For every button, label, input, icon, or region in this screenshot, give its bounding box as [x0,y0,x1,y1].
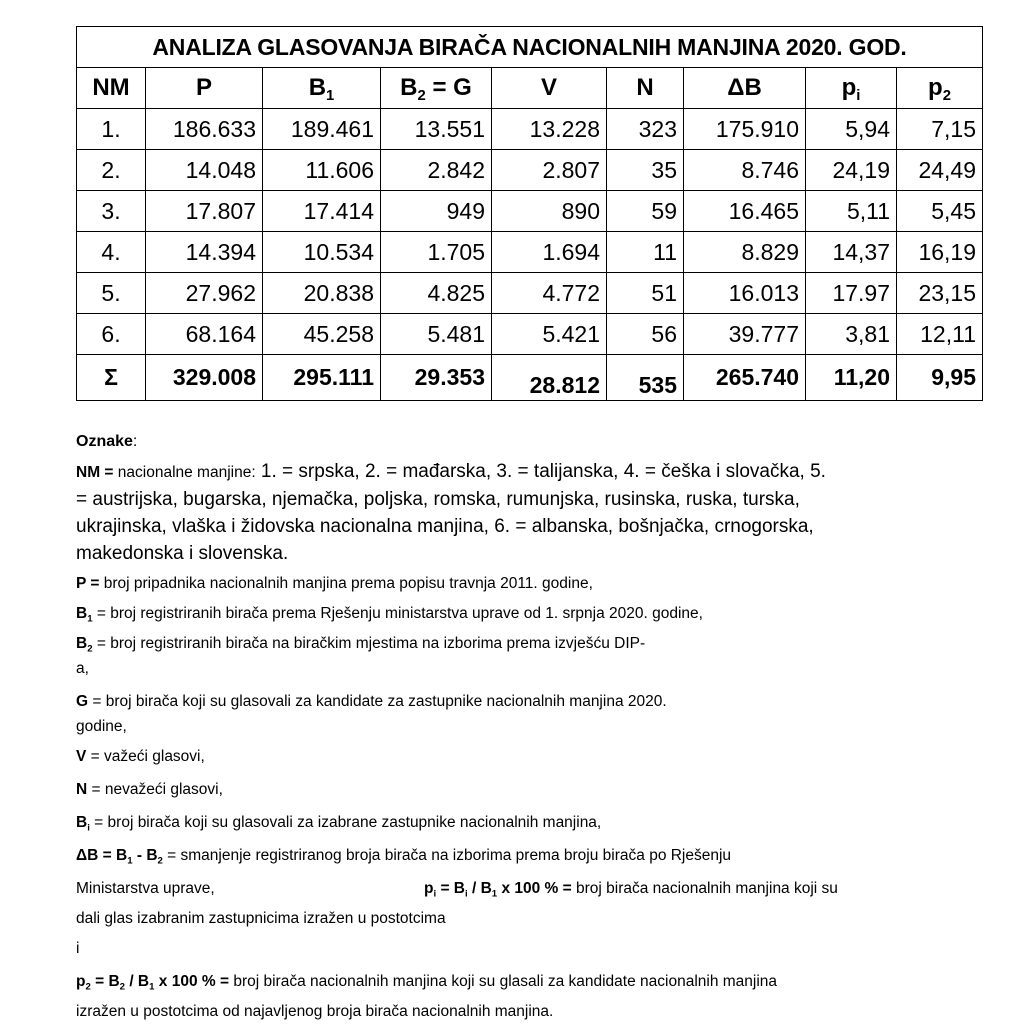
note-p2-cont: izražen u postotcima od najavljenog broja birača nacionalnih manjina. [76,1003,554,1020]
table-cell: 5,11 [806,191,897,232]
table-cell: 13.228 [492,109,607,150]
row-label: 5. [77,273,146,314]
row-label: 1. [77,109,146,150]
note-bi: $B_i$ = broj birača koji su glasovali za izabrane zastupnike nacionalnih manjina, [76,814,602,834]
table-cell: 39.777 [684,314,806,355]
table-cell: 16.013 [684,273,806,314]
table-cell: 17.97 [806,273,897,314]
table-cell: 186.633 [146,109,263,150]
table-cell: 8.746 [684,150,806,191]
table-cell: 11.606 [263,150,381,191]
table-cell: 4.772 [492,273,607,314]
table-cell: 45.258 [263,314,381,355]
row-label: 4. [77,232,146,273]
column-header: V [492,68,607,109]
table-cell: 17.414 [263,191,381,232]
table-cell: 14,37 [806,232,897,273]
column-header: $B_1$ [263,68,381,109]
table-cell: 35 [607,150,684,191]
table-cell: 890 [492,191,607,232]
table-cell: 329.008 [146,355,263,401]
table-cell: 5.421 [492,314,607,355]
note-b2: $B_2$ = broj registriranih birača na biračkim mjestima na izborima prema izvješću DIP- [76,635,646,655]
note-pi-cont: dali glas izabranim zastupnicima izražen u postotcima [76,910,446,927]
table-cell: 265.740 [684,355,806,401]
table-cell: 12,11 [897,314,983,355]
table-cell: 56 [607,314,684,355]
note-delta-b: $\Delta B = B_1 - B_2$ = smanjenje registriranog broja birača na izborima prema broju birača po Rješenju [76,847,732,867]
table-cell: 11 [607,232,684,273]
table-cell: 13.551 [381,109,492,150]
table-cell: 14.394 [146,232,263,273]
table-cell: 535 [607,355,684,401]
table-cell: 2.842 [381,150,492,191]
table-cell: 295.111 [263,355,381,401]
column-header: $p_2$ [897,68,983,109]
table-cell: 2.807 [492,150,607,191]
column-header: NM [77,68,146,109]
table-cell: 16.465 [684,191,806,232]
notes-heading: Oznake: [76,433,138,450]
note-b2-cont: a, [76,660,89,677]
table-title: ANALIZA GLASOVANJA BIRAČA NACIONALNIH MANJINA 2020. GOD. [77,27,983,68]
table-row [77,191,983,232]
note-pi: Ministarstva uprave, $p_i = B_i / B_1$ x 100 % = broj birača nacionalnih manjina koji su [76,880,838,900]
table-cell: 5,94 [806,109,897,150]
table-cell: 11,20 [806,355,897,401]
header-row [77,68,983,109]
table-cell: 24,19 [806,150,897,191]
table-cell: 5.481 [381,314,492,355]
row-label: 2. [77,150,146,191]
table-cell: 175.910 [684,109,806,150]
column-header: ΔB [684,68,806,109]
table-cell: 949 [381,191,492,232]
note-and: i [76,940,80,957]
table-cell: 9,95 [897,355,983,401]
note-g: G = broj birača koji su glasovali za kandidate za zastupnike nacionalnih manjina 2020. [76,693,667,710]
table-cell: 17.807 [146,191,263,232]
table-cell: 10.534 [263,232,381,273]
row-label: 6. [77,314,146,355]
table-cell: 68.164 [146,314,263,355]
table-row [77,314,983,355]
table-cell: 29.353 [381,355,492,401]
table-cell: 3,81 [806,314,897,355]
voting-analysis-table [76,26,983,401]
table-cell: 59 [607,191,684,232]
column-header: $p_i$ [806,68,897,109]
table-cell: 189.461 [263,109,381,150]
column-header: N [607,68,684,109]
legend-notes [76,432,956,1024]
table-row [77,109,983,150]
note-p: P = broj pripadnika nacionalnih manjina prema popisu travnja 2011. godine, [76,575,593,592]
table-row [77,232,983,273]
sum-symbol: Σ [77,355,146,401]
note-n: N = nevažeći glasovi, [76,781,223,798]
table-cell: 51 [607,273,684,314]
table-cell: 20.838 [263,273,381,314]
table-cell: 24,49 [897,150,983,191]
table-cell: 323 [607,109,684,150]
table-row [77,273,983,314]
note-b1: $B_1$ = broj registriranih birača prema Rješenju ministarstva uprave od 1. srpnja 2020. godine, [76,605,703,625]
table-cell: 28.812 [492,355,607,401]
table-cell: 8.829 [684,232,806,273]
row-label: 3. [77,191,146,232]
table-cell: 16,19 [897,232,983,273]
note-p2: $p_2 = B_2 / B_1$ x 100 % = broj birača nacionalnih manjina koji su glasali za kandidate nacionalnih manjina [76,973,778,993]
column-header: $B_2 = G$ [381,68,492,109]
note-v: V = važeći glasovi, [76,748,205,765]
table-cell: 1.694 [492,232,607,273]
table-cell: 27.962 [146,273,263,314]
table-row [77,150,983,191]
table-cell: 4.825 [381,273,492,314]
sum-row [77,355,983,401]
table-cell: 7,15 [897,109,983,150]
note-g-cont: godine, [76,718,127,735]
table-cell: 1.705 [381,232,492,273]
column-header: P [146,68,263,109]
table-cell: 23,15 [897,273,983,314]
table-cell: 14.048 [146,150,263,191]
note-nm: NM = nacionalne manjine: 1. = srpska, 2. = mađarska, 3. = talijanska, 4. = češka i slovačka, 5. = austrijska, bugarska, njemačka, poljska, romska, rumunjska, rusinska, ruska, turska, ukrajinska, vlaška i židovska nacionalna manjina, 6. = albanska, bošnjačka, crnogorska, makedonska i slovenska. [76,461,826,564]
table-cell: 5,45 [897,191,983,232]
